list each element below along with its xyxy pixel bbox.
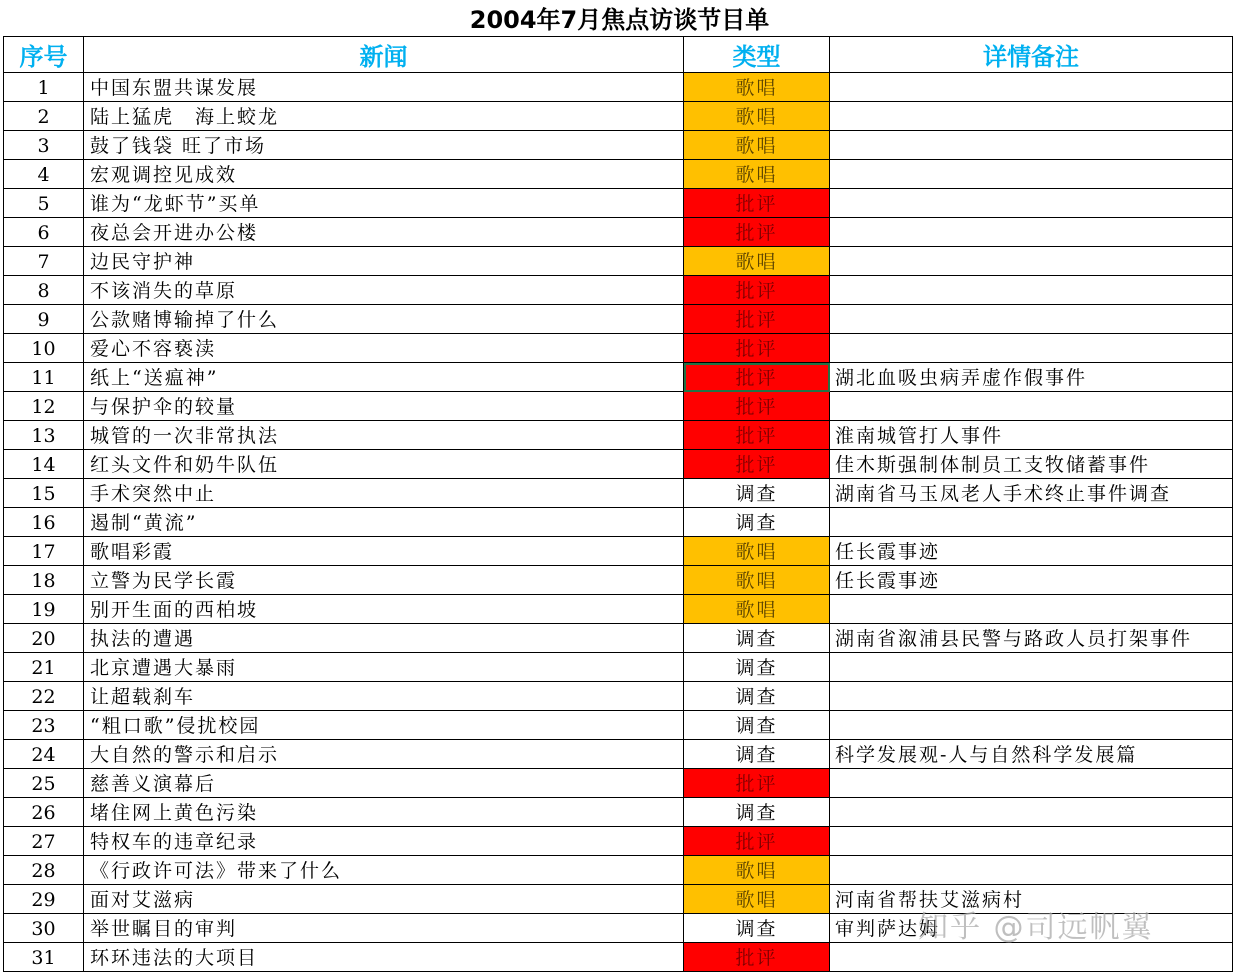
table-row [4,508,1233,537]
note-cell[interactable] [830,508,1233,537]
row-number-cell[interactable]: 6 [4,218,84,247]
type-cell[interactable]: 批评 [684,189,830,218]
zhihu-watermark: 知乎 @司远帆翼 [918,910,1154,945]
news-title-cell[interactable]: 北京遭遇大暴雨 [84,653,684,682]
row-number-cell[interactable]: 23 [4,711,84,740]
news-title-cell[interactable]: 别开生面的西柏坡 [84,595,684,624]
row-number-cell[interactable]: 19 [4,595,84,624]
news-title-cell[interactable]: 夜总会开进办公楼 [84,218,684,247]
news-title-cell[interactable]: 举世瞩目的审判 [84,914,684,943]
row-number-cell[interactable]: 27 [4,827,84,856]
note-cell[interactable] [830,769,1233,798]
type-cell[interactable]: 歌唱 [684,73,830,102]
table-row [4,595,1233,624]
row-number-cell[interactable]: 26 [4,798,84,827]
news-title-cell[interactable]: 面对艾滋病 [84,885,684,914]
news-title-cell[interactable]: 歌唱彩霞 [84,537,684,566]
note-cell[interactable]: 湖北血吸虫病弄虚作假事件 [830,363,1233,392]
note-cell[interactable] [830,189,1233,218]
note-cell[interactable] [830,392,1233,421]
row-number-cell[interactable]: 2 [4,102,84,131]
note-cell[interactable] [830,218,1233,247]
row-number-cell[interactable]: 21 [4,653,84,682]
row-number-cell[interactable]: 1 [4,73,84,102]
type-cell[interactable]: 调查 [684,624,830,653]
news-title-cell[interactable]: 堵住网上黄色污染 [84,798,684,827]
row-number-cell[interactable]: 15 [4,479,84,508]
news-title-cell[interactable]: 城管的一次非常执法 [84,421,684,450]
row-number-cell[interactable]: 10 [4,334,84,363]
note-cell[interactable] [830,595,1233,624]
news-title-cell[interactable]: 谁为“龙虾节”买单 [84,189,684,218]
type-cell[interactable]: 批评 [684,769,830,798]
type-cell[interactable]: 歌唱 [684,247,830,276]
note-cell[interactable]: 任长霞事迹 [830,566,1233,595]
row-number-cell[interactable]: 5 [4,189,84,218]
type-cell[interactable]: 调查 [684,798,830,827]
news-title-cell[interactable]: “粗口歌”侵扰校园 [84,711,684,740]
row-number-cell[interactable]: 25 [4,769,84,798]
table-row [4,102,1233,131]
note-cell[interactable] [830,827,1233,856]
header-note[interactable]: 详情备注 [830,37,1233,73]
type-cell[interactable]: 调查 [684,914,830,943]
table-row [4,827,1233,856]
table-row [4,856,1233,885]
type-cell[interactable]: 歌唱 [684,885,830,914]
table-row [4,305,1233,334]
note-cell[interactable] [830,131,1233,160]
sheet-title: 2004年7月焦点访谈节目单 [469,6,770,34]
row-number-cell[interactable]: 3 [4,131,84,160]
note-cell[interactable]: 河南省帮扶艾滋病村 [830,885,1233,914]
news-title-cell[interactable]: 边民守护神 [84,247,684,276]
type-cell[interactable]: 批评 [684,450,830,479]
table-row [4,798,1233,827]
table-row [4,160,1233,189]
row-number-cell[interactable]: 8 [4,276,84,305]
header-row [4,37,1233,73]
note-cell[interactable]: 审判萨达姆 [830,914,1233,943]
header-type[interactable]: 类型 [684,37,830,73]
type-cell[interactable]: 歌唱 [684,537,830,566]
note-cell[interactable]: 淮南城管打人事件 [830,421,1233,450]
row-number-cell[interactable]: 18 [4,566,84,595]
table-row [4,450,1233,479]
row-number-cell[interactable]: 24 [4,740,84,769]
news-title-cell[interactable]: 执法的遭遇 [84,624,684,653]
table-row [4,218,1233,247]
type-cell[interactable]: 歌唱 [684,160,830,189]
row-number-cell[interactable]: 14 [4,450,84,479]
note-cell[interactable] [830,73,1233,102]
news-title-cell[interactable]: 环环违法的大项目 [84,943,684,972]
row-number-cell[interactable]: 17 [4,537,84,566]
news-title-cell[interactable]: 让超载刹车 [84,682,684,711]
table-body [4,73,1233,972]
note-cell[interactable]: 科学发展观-人与自然科学发展篇 [830,740,1233,769]
type-cell[interactable]: 调查 [684,682,830,711]
news-title-cell[interactable]: 与保护伞的较量 [84,392,684,421]
table-row [4,682,1233,711]
note-cell[interactable]: 佳木斯强制体制员工支牧储蓄事件 [830,450,1233,479]
news-title-cell[interactable]: 中国东盟共谋发展 [84,73,684,102]
note-cell[interactable]: 任长霞事迹 [830,537,1233,566]
news-title-cell[interactable]: 不该消失的草原 [84,276,684,305]
table-row [4,247,1233,276]
note-cell[interactable]: 湖南省马玉凤老人手术终止事件调查 [830,479,1233,508]
table-row [4,943,1233,972]
note-cell[interactable] [830,653,1233,682]
table-row [4,711,1233,740]
news-title-cell[interactable]: 公款赌博输掉了什么 [84,305,684,334]
type-cell[interactable]: 批评 [684,276,830,305]
table-row [4,537,1233,566]
table-row [4,276,1233,305]
note-cell[interactable] [830,856,1233,885]
row-number-cell[interactable]: 31 [4,943,84,972]
row-number-cell[interactable]: 22 [4,682,84,711]
note-cell[interactable] [830,943,1233,972]
type-cell[interactable]: 调查 [684,740,830,769]
row-number-cell[interactable]: 16 [4,508,84,537]
row-number-cell[interactable]: 11 [4,363,84,392]
table-row [4,189,1233,218]
type-cell[interactable]: 批评 [684,827,830,856]
type-cell[interactable]: 批评 [684,943,830,972]
news-title-cell[interactable]: 遏制“黄流” [84,508,684,537]
news-title-cell[interactable]: 立警为民学长霞 [84,566,684,595]
news-title-cell[interactable]: 特权车的违章纪录 [84,827,684,856]
type-cell[interactable]: 批评 [684,305,830,334]
row-number-cell[interactable]: 29 [4,885,84,914]
note-cell[interactable] [830,798,1233,827]
note-cell[interactable]: 湖南省溆浦县民警与路政人员打架事件 [830,624,1233,653]
news-title-cell[interactable]: 纸上“送瘟神” [84,363,684,392]
type-cell[interactable]: 批评 [684,218,830,247]
table-row [4,131,1233,160]
table-row [4,73,1233,102]
type-cell[interactable]: 批评 [684,334,830,363]
table-row [4,479,1233,508]
program-table [3,36,1233,972]
type-cell[interactable]: 调查 [684,508,830,537]
type-cell[interactable]: 批评 [684,421,830,450]
table-row [4,363,1233,392]
row-number-cell[interactable]: 9 [4,305,84,334]
type-cell[interactable]: 歌唱 [684,856,830,885]
table-row [4,392,1233,421]
news-title-cell[interactable]: 爱心不容亵渎 [84,334,684,363]
note-cell[interactable] [830,682,1233,711]
table-row [4,566,1233,595]
table-row [4,769,1233,798]
note-cell[interactable] [830,247,1233,276]
note-cell[interactable] [830,276,1233,305]
note-cell[interactable] [830,711,1233,740]
news-title-cell[interactable]: 手术突然中止 [84,479,684,508]
type-cell[interactable]: 批评 [684,363,830,392]
row-number-cell[interactable]: 20 [4,624,84,653]
type-cell[interactable]: 歌唱 [684,102,830,131]
header-news[interactable]: 新闻 [84,37,684,73]
table-row [4,653,1233,682]
table-row [4,624,1233,653]
news-title-cell[interactable]: 陆上猛虎 海上蛟龙 [84,102,684,131]
table-row [4,740,1233,769]
news-title-cell[interactable]: 《行政许可法》带来了什么 [84,856,684,885]
type-cell[interactable]: 调查 [684,653,830,682]
row-number-cell[interactable]: 12 [4,392,84,421]
news-title-cell[interactable]: 慈善义演幕后 [84,769,684,798]
type-cell[interactable]: 歌唱 [684,595,830,624]
table-row [4,421,1233,450]
note-cell[interactable] [830,305,1233,334]
news-title-cell[interactable]: 宏观调控见成效 [84,160,684,189]
type-cell[interactable]: 调查 [684,479,830,508]
row-number-cell[interactable]: 28 [4,856,84,885]
note-cell[interactable] [830,160,1233,189]
row-number-cell[interactable]: 13 [4,421,84,450]
type-cell[interactable]: 歌唱 [684,566,830,595]
type-cell[interactable]: 调查 [684,711,830,740]
row-number-cell[interactable]: 7 [4,247,84,276]
news-title-cell[interactable]: 大自然的警示和启示 [84,740,684,769]
row-number-cell[interactable]: 4 [4,160,84,189]
row-number-cell[interactable]: 30 [4,914,84,943]
header-num[interactable]: 序号 [4,37,84,73]
note-cell[interactable] [830,334,1233,363]
news-title-cell[interactable]: 鼓了钱袋 旺了市场 [84,131,684,160]
note-cell[interactable] [830,102,1233,131]
news-title-cell[interactable]: 红头文件和奶牛队伍 [84,450,684,479]
table-row [4,334,1233,363]
type-cell[interactable]: 批评 [684,392,830,421]
type-cell[interactable]: 歌唱 [684,131,830,160]
